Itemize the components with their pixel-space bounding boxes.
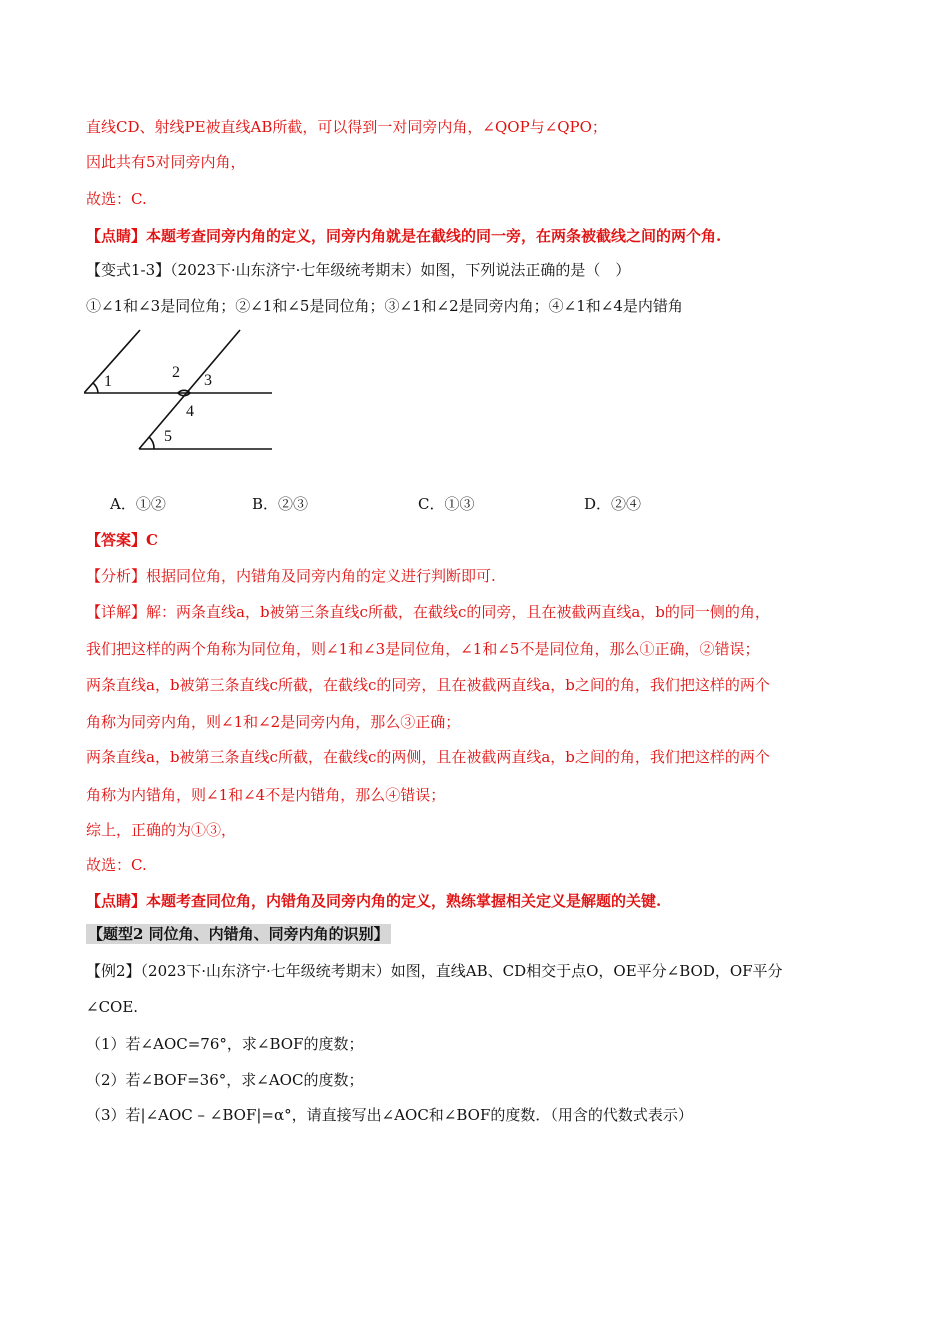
example-question-3: （3）若|∠AOC – ∠BOF|=α°，请直接写出∠AOC和∠BOF的度数．（用含的代数式表示）: [86, 1106, 693, 1124]
answer-line: 【答案】C: [86, 531, 158, 549]
option-c: C．①③: [418, 495, 475, 513]
angle-label-4: 4: [186, 403, 194, 420]
angle-label-3: 3: [204, 372, 212, 389]
solution-line-1: 直线CD、射线PE被直线AB所截，可以得到一对同旁内角，∠QOP与∠QPO；: [86, 118, 607, 136]
angle-label-2: 2: [172, 364, 180, 381]
detail-line-3: 两条直线a，b被第三条直线c所截，在截线c的同旁，且在被截两直线a，b之间的角，我们把这样的两个: [86, 676, 770, 694]
detail-line-5: 两条直线a，b被第三条直线c所截，在截线c的两侧，且在被截两直线a，b之间的角，我们把这样的两个: [86, 748, 770, 766]
detail-line-8: 故选：C.: [86, 856, 147, 874]
analysis-line: 【分析】根据同位角，内错角及同旁内角的定义进行判断即可.: [86, 567, 496, 585]
example-question-2: （2）若∠BOF=36°，求∠AOC的度数；: [86, 1071, 364, 1089]
tip-note-2: 【点睛】本题考查同位角，内错角及同旁内角的定义，熟练掌握相关定义是解题的关键.: [86, 892, 662, 910]
angle-label-1: 1: [104, 373, 112, 390]
left-transversal: [84, 330, 140, 393]
detail-line-4: 角称为同旁内角，则∠1和∠2是同旁内角，那么③正确；: [86, 713, 461, 731]
variant-question-title: 【变式1-3】（2023下·山东济宁·七年级统考期末）如图，下列说法正确的是（ ）: [86, 261, 631, 279]
example-title-line-1: 【例2】（2023下·山东济宁·七年级统考期末）如图，直线AB、CD相交于点O，OE平分∠BOD，OF平分: [86, 962, 783, 980]
option-d: D．②④: [584, 495, 642, 513]
example-title-line-2: ∠COE.: [86, 998, 139, 1016]
detail-line-2: 我们把这样的两个角称为同位角，则∠1和∠3是同位角，∠1和∠5不是同位角，那么①正确，②错误；: [86, 640, 760, 658]
section-heading: [86, 924, 391, 944]
variant-question-statements: ①∠1和∠3是同位角；②∠1和∠5是同位角；③∠1和∠2是同旁内角；④∠1和∠4是内错角: [86, 297, 683, 315]
detail-line-1: 【详解】解：两条直线a，b被第三条直线c所截，在截线c的同旁，且在被截两直线a，b的同一侧的角，: [86, 603, 770, 621]
detail-line-7: 综上，正确的为①③，: [86, 821, 237, 839]
option-a: A．①②: [110, 495, 166, 513]
tip-note-1: 【点睛】本题考查同旁内角的定义，同旁内角就是在截线的同一旁，在两条被截线之间的两个角.: [86, 227, 722, 245]
angle-5-arc: [149, 437, 154, 449]
example-question-1: （1）若∠AOC=76°，求∠BOF的度数；: [86, 1035, 364, 1053]
solution-line-2: 因此共有5对同旁内角，: [86, 153, 246, 171]
solution-line-3: 故选：C.: [86, 190, 147, 208]
detail-line-6: 角称为内错角，则∠1和∠4不是内错角，那么④错误；: [86, 786, 446, 804]
angle-1-arc: [93, 383, 98, 393]
angle-figure: [84, 328, 284, 456]
section-heading-text: 【题型2 同位角、内错角、同旁内角的识别】: [88, 925, 389, 943]
option-b: B．②③: [252, 495, 309, 513]
right-transversal: [139, 330, 240, 449]
angle-label-5: 5: [164, 428, 172, 445]
